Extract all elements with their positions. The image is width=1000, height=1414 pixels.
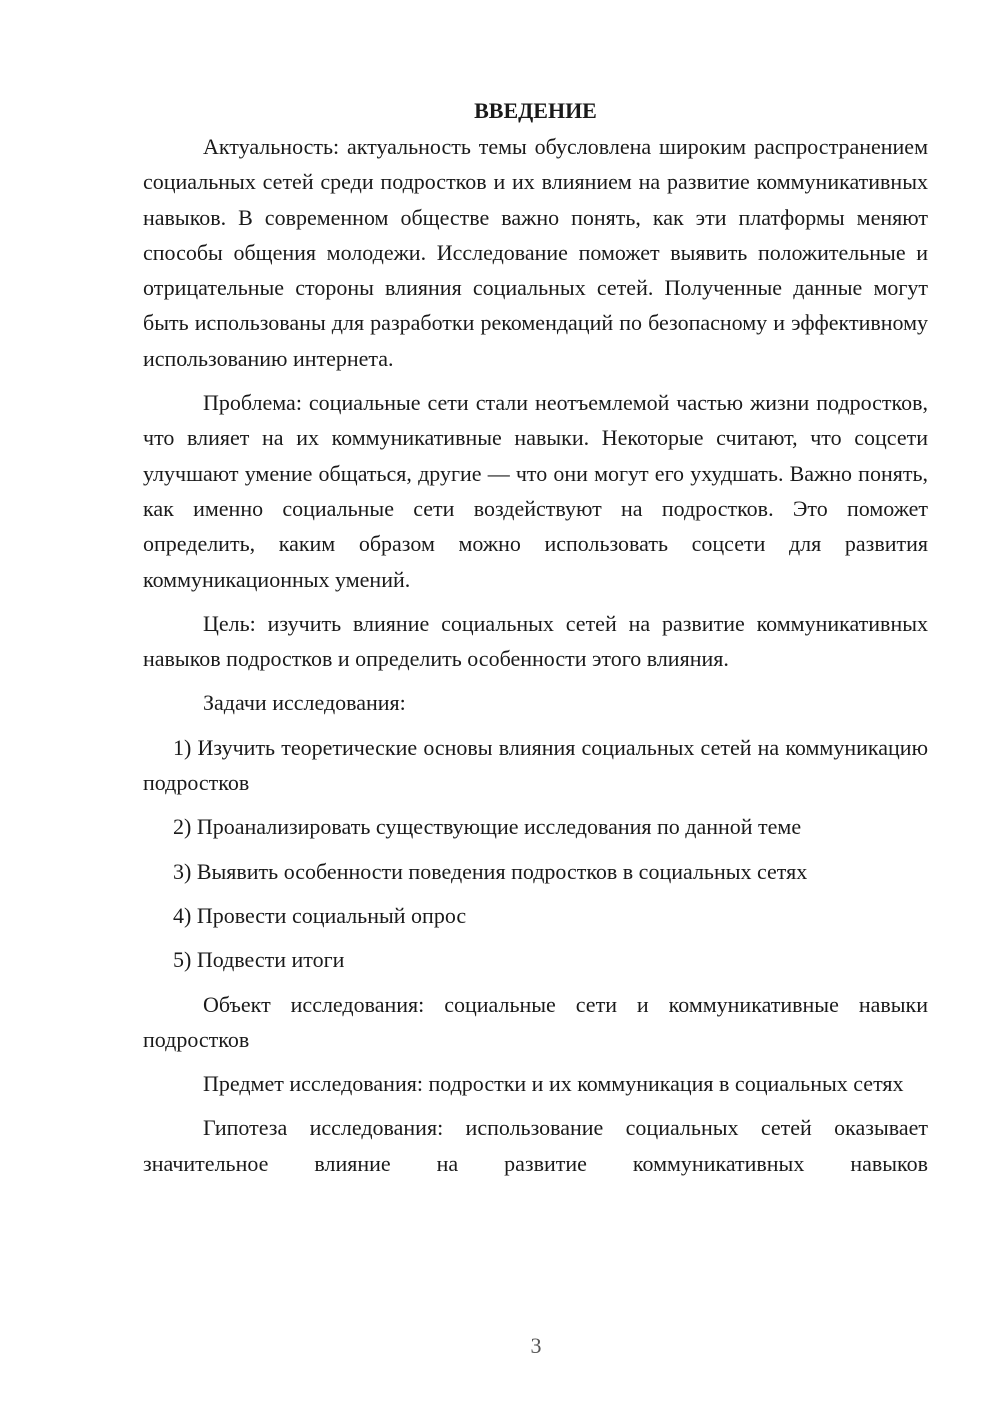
task-item-4: 4) Провести социальный опрос — [173, 902, 467, 928]
paragraph-subject: Предмет исследования: подростки и их коммуникация в социальных сетях — [203, 1071, 904, 1097]
paragraph-goal: Цель: изучить влияние социальных сетей на развитие коммуникативных навыков подростков и определить особенности этого влияния. — [143, 610, 928, 672]
paragraph-relevance: Актуальность: актуальность темы обусловлена широким распространением социальных сетей среди подростков и их влиянием на развитие коммуникативных навыков. В современном обществе важно понять, как эти платформы меняют способы общения молодежи. Исследование поможет выявить положительные и отрицательные стороны влияния социальных сетей. Полученные данные могут быть использованы для разработки рекомендаций по безопасному и эффективному использованию интернета. — [143, 134, 928, 371]
paragraph-object: Объект исследования: социальные сети и коммуникативные навыки подростков — [143, 991, 928, 1052]
page-body — [143, 93, 928, 1190]
page-number: 3 — [530, 1333, 542, 1358]
paragraph-problem: Проблема: социальные сети стали неотъемлемой частью жизни подростков, что влияет на их коммуникативные навыки. Некоторые считают, что соцсети улучшают умение общаться, другие — что они могут его ухудшать. Важно понять, как именно социальные сети воздействуют на подростков. Это поможет определить, каким образом можно использовать соцсети для развития коммуникационных умений. — [143, 390, 928, 592]
tasks-heading: Задачи исследования: — [203, 690, 406, 716]
task-item-3: 3) Выявить особенности поведения подростков в социальных сетях — [173, 858, 808, 884]
task-item-2: 2) Проанализировать существующие исследования по данной теме — [173, 814, 802, 840]
task-item-1: 1) Изучить теоретические основы влияния социальных сетей на коммуникацию подростков — [143, 734, 928, 796]
task-item-5: 5) Подвести итоги — [173, 947, 345, 973]
page-title: ВВЕДЕНИЕ — [474, 98, 597, 123]
paragraph-hypothesis: Гипотеза исследования: использование социальных сетей оказывает значительное влияние на развитие коммуникативных навыков — [143, 1115, 928, 1176]
